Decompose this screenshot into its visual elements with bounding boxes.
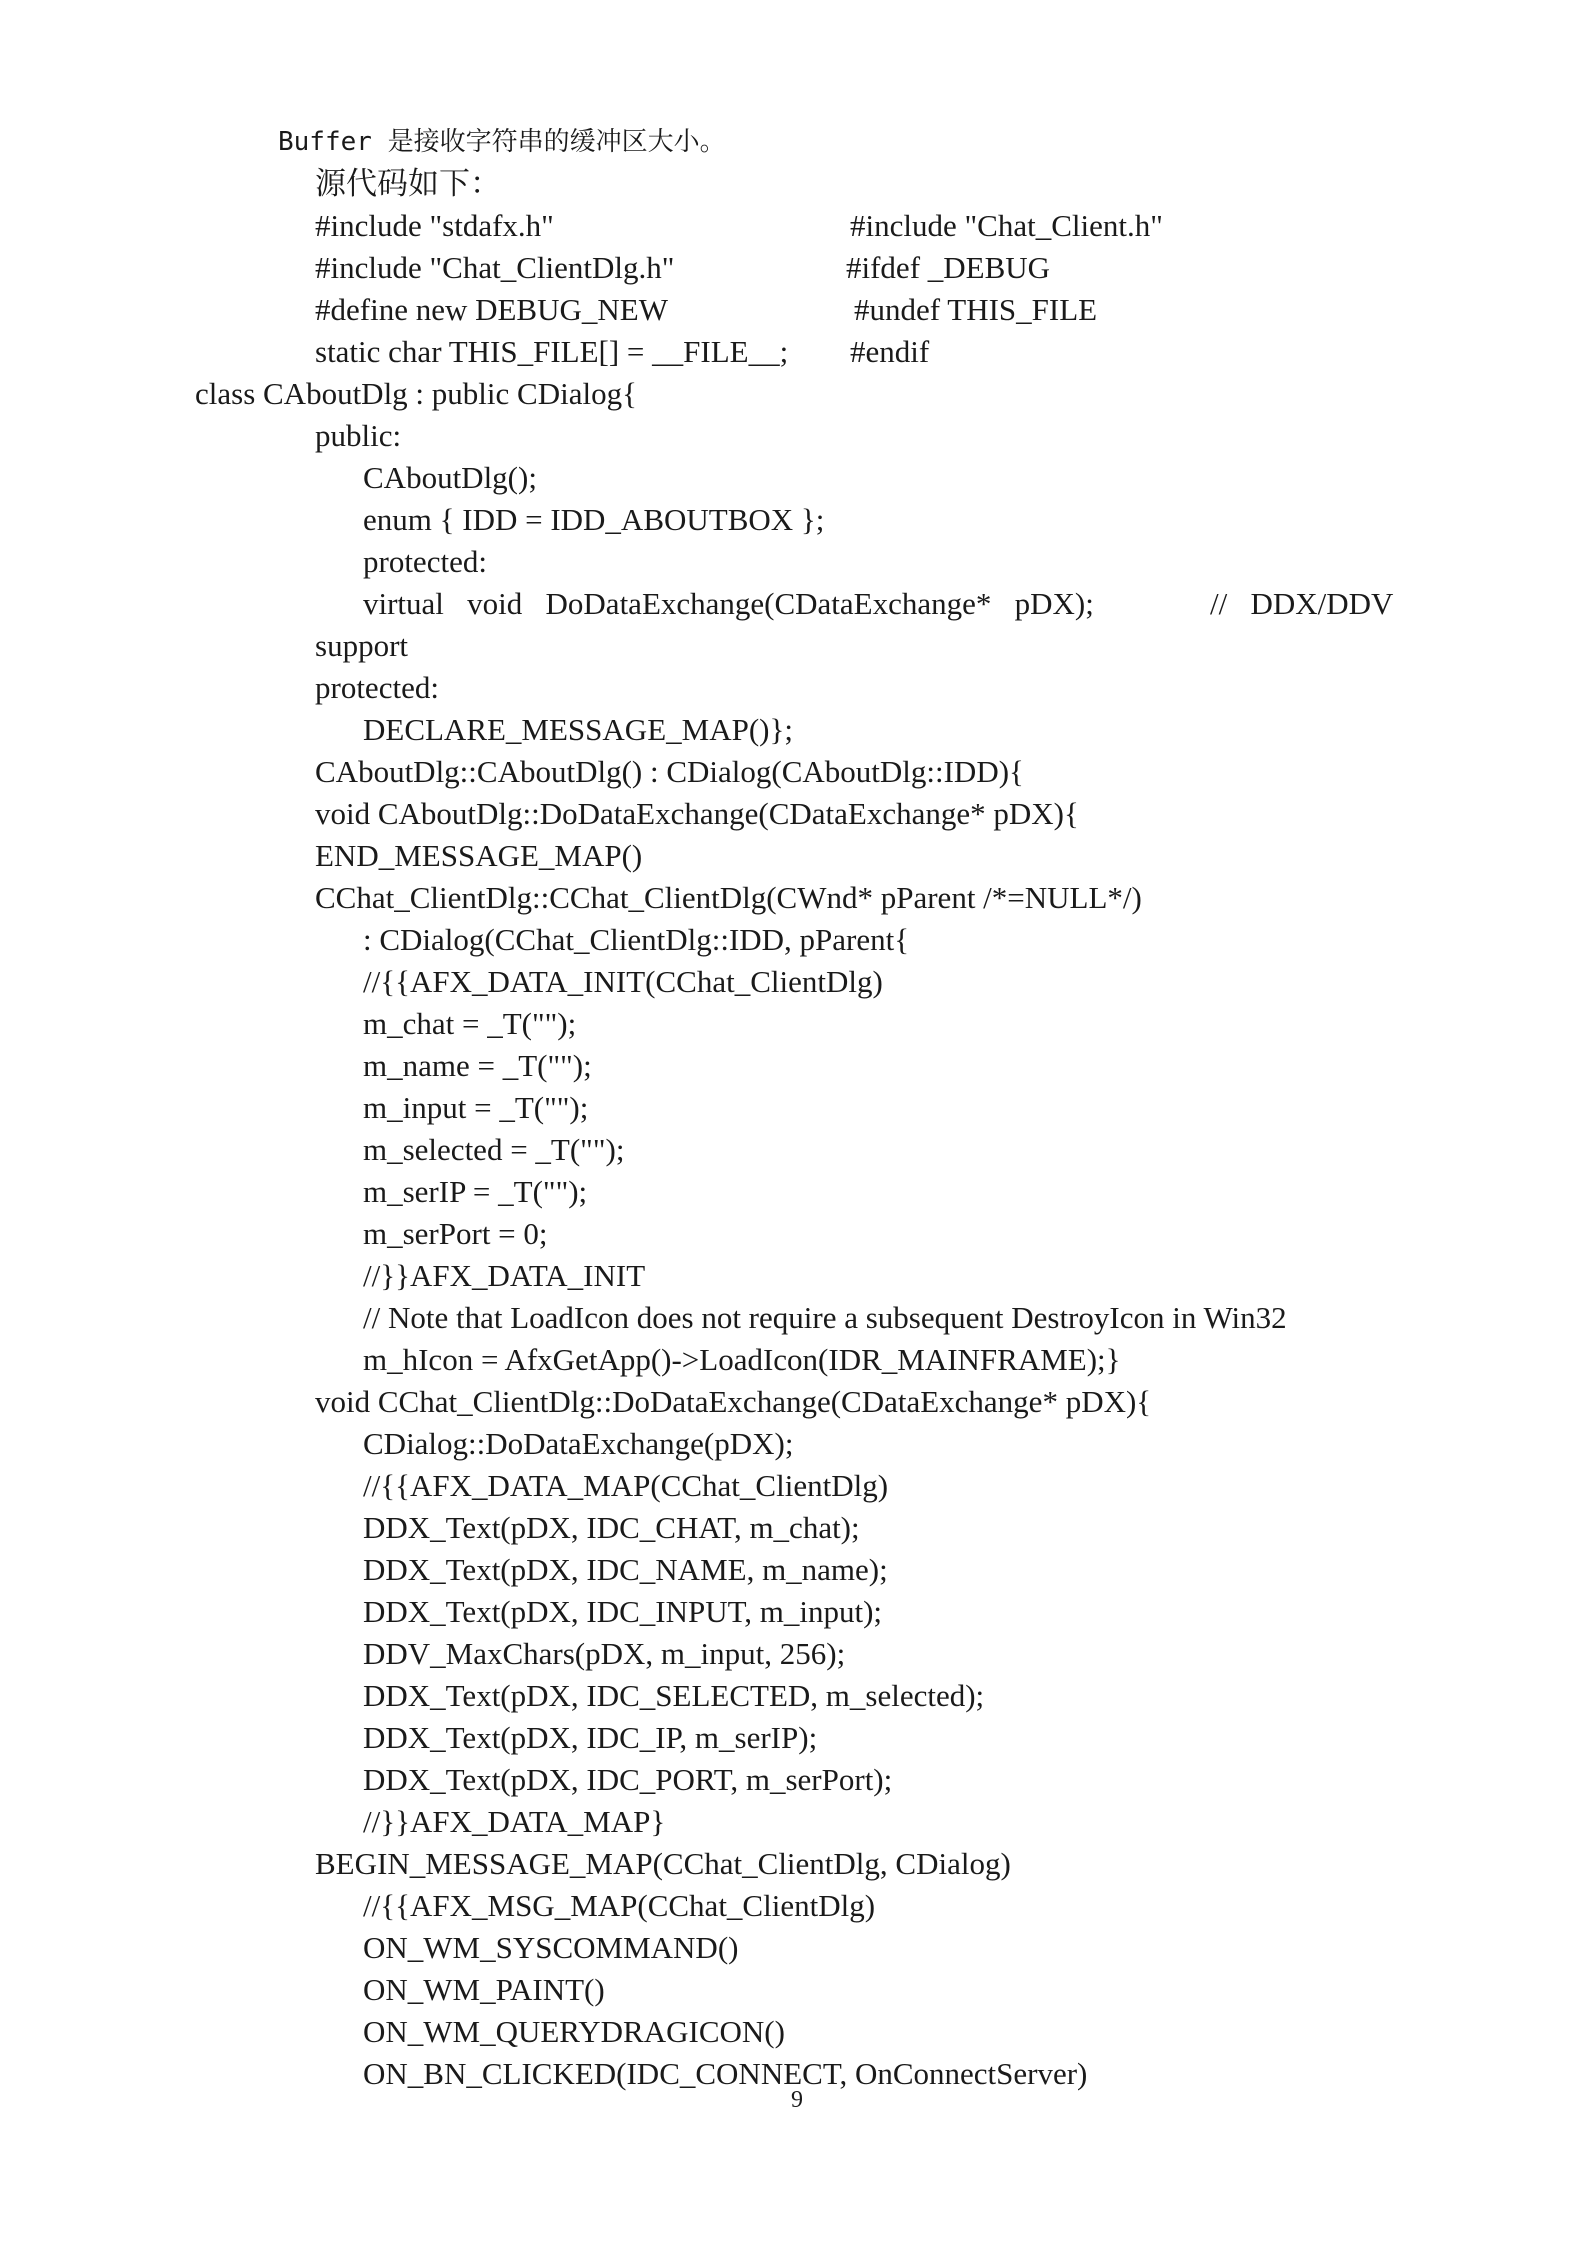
code-line: DDX_Text(pDX, IDC_INPUT, m_input); bbox=[363, 1594, 883, 1629]
code-line: public: bbox=[315, 418, 402, 453]
code-line: m_serIP = _T(""); bbox=[363, 1174, 588, 1209]
code-line: //}}AFX_DATA_INIT bbox=[363, 1258, 646, 1293]
code-line: DDX_Text(pDX, IDC_SELECTED, m_selected); bbox=[363, 1678, 985, 1713]
code-line: protected: bbox=[363, 544, 487, 579]
code-line: DDV_MaxChars(pDX, m_input, 256); bbox=[363, 1636, 846, 1671]
code-line: CDialog::DoDataExchange(pDX); bbox=[363, 1426, 794, 1461]
code-line: DDX_Text(pDX, IDC_IP, m_serIP); bbox=[363, 1720, 818, 1755]
source-heading: 源代码如下： bbox=[315, 166, 501, 201]
code-line: ON_WM_PAINT() bbox=[363, 1972, 605, 2007]
code-line: protected: bbox=[315, 670, 439, 705]
code-line: END_MESSAGE_MAP() bbox=[315, 838, 643, 873]
code-line: BEGIN_MESSAGE_MAP(CChat_ClientDlg, CDialog) bbox=[315, 1846, 1011, 1881]
code-line: // Note that LoadIcon does not require a subsequent DestroyIcon in Win32 bbox=[363, 1300, 1287, 1335]
code-line: //{{AFX_DATA_MAP(CChat_ClientDlg) bbox=[363, 1468, 889, 1503]
code-line: #endif bbox=[850, 334, 930, 369]
code-line: m_chat = _T(""); bbox=[363, 1006, 577, 1041]
code-line: DDX_Text(pDX, IDC_PORT, m_serPort); bbox=[363, 1762, 893, 1797]
code-comment: // DDX/DDV bbox=[1210, 586, 1394, 621]
code-line: CAboutDlg::CAboutDlg() : CDialog(CAboutDlg::IDD){ bbox=[315, 754, 1024, 789]
code-line: CChat_ClientDlg::CChat_ClientDlg(CWnd* pParent /*=NULL*/) bbox=[315, 880, 1142, 915]
code-line: static char THIS_FILE[] = __FILE__; bbox=[315, 334, 789, 369]
code-line: m_input = _T(""); bbox=[363, 1090, 589, 1125]
code-line: m_hIcon = AfxGetApp()->LoadIcon(IDR_MAINFRAME);} bbox=[363, 1342, 1121, 1377]
code-line: m_serPort = 0; bbox=[363, 1216, 548, 1251]
code-line: class CAboutDlg : public CDialog{ bbox=[195, 376, 637, 411]
page-number: 9 bbox=[791, 2087, 803, 2113]
code-line: #define new DEBUG_NEW bbox=[315, 292, 668, 327]
code-line: CAboutDlg(); bbox=[363, 460, 537, 495]
code-line: #ifdef _DEBUG bbox=[846, 250, 1051, 285]
code-line: ON_WM_QUERYDRAGICON() bbox=[363, 2014, 785, 2049]
code-line: : CDialog(CChat_ClientDlg::IDD, pParent{ bbox=[363, 922, 910, 957]
code-line: void CAboutDlg::DoDataExchange(CDataExchange* pDX){ bbox=[315, 796, 1079, 831]
code-line: //{{AFX_DATA_INIT(CChat_ClientDlg) bbox=[363, 964, 883, 999]
code-line: ON_WM_SYSCOMMAND() bbox=[363, 1930, 739, 1965]
code-line: //{{AFX_MSG_MAP(CChat_ClientDlg) bbox=[363, 1888, 876, 1923]
code-line: DDX_Text(pDX, IDC_CHAT, m_chat); bbox=[363, 1510, 860, 1545]
code-line: #include "Chat_ClientDlg.h" bbox=[315, 250, 675, 285]
code-line: void CChat_ClientDlg::DoDataExchange(CDataExchange* pDX){ bbox=[315, 1384, 1152, 1419]
code-line: enum { IDD = IDD_ABOUTBOX }; bbox=[363, 502, 825, 537]
code-line: virtual void DoDataExchange(CDataExchange* pDX); bbox=[363, 586, 1094, 621]
code-line: #undef THIS_FILE bbox=[854, 292, 1098, 327]
code-line: DDX_Text(pDX, IDC_NAME, m_name); bbox=[363, 1552, 888, 1587]
code-line: m_selected = _T(""); bbox=[363, 1132, 625, 1167]
code-line: m_name = _T(""); bbox=[363, 1048, 592, 1083]
code-line: //}}AFX_DATA_MAP} bbox=[363, 1804, 666, 1839]
code-line: support bbox=[315, 628, 408, 663]
code-line: #include "Chat_Client.h" bbox=[850, 208, 1163, 243]
code-line: ON_BN_CLICKED(IDC_CONNECT, OnConnectServer) bbox=[363, 2056, 1088, 2091]
code-line: #include "stdafx.h" bbox=[315, 208, 554, 243]
intro-text: Buffer 是接收字符串的缓冲区大小。 bbox=[278, 127, 726, 157]
code-line: DECLARE_MESSAGE_MAP()}; bbox=[363, 712, 793, 747]
